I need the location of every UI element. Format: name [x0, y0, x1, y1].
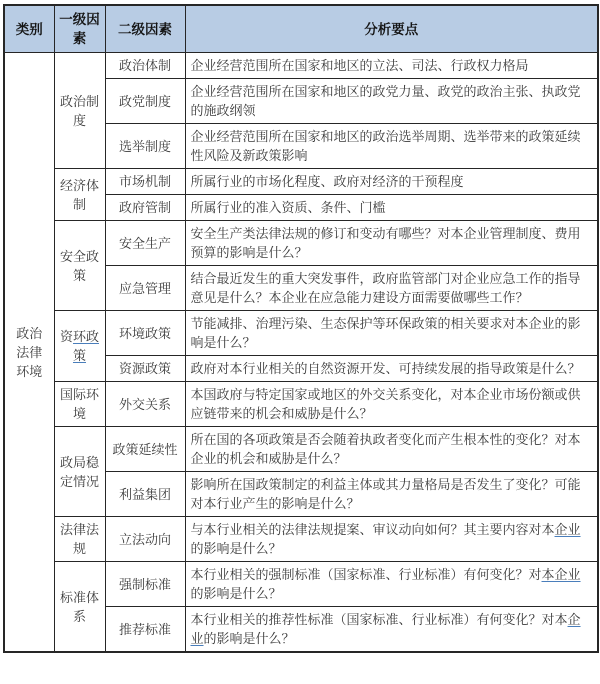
table-row [4, 382, 598, 427]
factor2-cell: 外交关系 [105, 382, 185, 427]
table-row [4, 169, 598, 195]
header-points: 分析要点 [185, 5, 598, 53]
text-segment: 的影响是什么？ [190, 541, 282, 556]
text-segment: 资 [59, 329, 73, 344]
table-body [4, 53, 598, 653]
points-cell [185, 562, 598, 607]
factor2-cell: 推荐标准 [105, 607, 185, 653]
points-cell: 结合最近发生的重大突发事件，政府监管部门对企业应急工作的指导意见是什么？本企业在应急能力建设方面需要做哪些工作？ [185, 266, 598, 311]
factor2-cell: 选举制度 [105, 124, 185, 169]
header-factor1: 一级因素 [54, 5, 105, 53]
underlined-text: 企业 [554, 522, 581, 537]
factor2-cell: 政治体制 [105, 53, 185, 79]
points-cell: 企业经营范围所在国家和地区的政党力量、政党的政治主张、执政党的施政纲领 [185, 79, 598, 124]
header-category: 类别 [4, 5, 54, 53]
underlined-text: 本企业 [541, 567, 581, 582]
table-header [4, 5, 598, 53]
factor2-cell: 强制标准 [105, 562, 185, 607]
header-row [4, 5, 598, 53]
points-cell: 安全生产类法律法规的修订和变动有哪些？对本企业管理制度、费用预算的影响是什么？ [185, 221, 598, 266]
factor2-cell: 政府管制 [105, 195, 185, 221]
text-segment: 本行业相关的推荐性标准（国家标准、行业标准）有何变化？对本 [190, 612, 568, 627]
factor1-cell: 政局稳定情况 [54, 427, 105, 517]
table-row [4, 517, 598, 562]
underlined-text: 政策 [72, 329, 100, 363]
text-segment: 本行业相关的强制标准（国家标准、行业标准）有何变化？对 [190, 567, 542, 582]
text-segment: 的影响是什么？ [203, 631, 295, 646]
factor1-cell [54, 311, 105, 382]
points-cell: 所在国的各项政策是否会随着执政者变化而产生根本性的变化？对本企业的机会和威胁是什么？ [185, 427, 598, 472]
factor1-cell: 安全政策 [54, 221, 105, 311]
table-row [4, 311, 598, 356]
pest-analysis-table [3, 4, 599, 653]
factor2-cell: 资源政策 [105, 356, 185, 382]
points-cell: 政府对本行业相关的自然资源开发、可持续发展的指导政策是什么？ [185, 356, 598, 382]
text-segment: 与本行业相关的法律法规提案、审议动向如何？其主要内容对本 [190, 522, 555, 537]
table-row [4, 427, 598, 472]
factor1-cell: 政治制度 [54, 53, 105, 169]
underlined-text: 环 [72, 329, 86, 344]
factor2-cell: 立法动向 [105, 517, 185, 562]
factor1-cell: 经济体制 [54, 169, 105, 221]
points-cell: 本国政府与特定国家或地区的外交关系变化，对本企业市场份额或供应链带来的机会和威胁是什么？ [185, 382, 598, 427]
factor2-cell: 环境政策 [105, 311, 185, 356]
text-segment: 的影响是什么？ [190, 586, 282, 601]
factor1-cell: 标准体系 [54, 562, 105, 653]
factor2-cell: 市场机制 [105, 169, 185, 195]
table-row [4, 221, 598, 266]
factor2-cell: 利益集团 [105, 472, 185, 517]
points-cell: 所属行业的准入资质、条件、门槛 [185, 195, 598, 221]
factor1-cell: 法律法规 [54, 517, 105, 562]
category-cell: 政治法律环境 [4, 53, 54, 653]
points-cell: 所属行业的市场化程度、政府对经济的干预程度 [185, 169, 598, 195]
header-factor2: 二级因素 [105, 5, 185, 53]
underlined-text: 企业 [190, 612, 581, 646]
factor2-cell: 政党制度 [105, 79, 185, 124]
points-cell: 企业经营范围所在国家和地区的立法、司法、行政权力格局 [185, 53, 598, 79]
table-row [4, 562, 598, 607]
points-cell: 节能减排、治理污染、生态保护等环保政策的相关要求对本企业的影响是什么？ [185, 311, 598, 356]
points-cell: 企业经营范围所在国家和地区的政治选举周期、选举带来的政策延续性风险及新政策影响 [185, 124, 598, 169]
factor2-cell: 政策延续性 [105, 427, 185, 472]
points-cell [185, 517, 598, 562]
factor2-cell: 应急管理 [105, 266, 185, 311]
points-cell [185, 607, 598, 653]
points-cell: 影响所在国政策制定的利益主体或其力量格局是否发生了变化？可能对本行业产生的影响是什么？ [185, 472, 598, 517]
factor1-cell: 国际环境 [54, 382, 105, 427]
factor2-cell: 安全生产 [105, 221, 185, 266]
table-row [4, 53, 598, 79]
